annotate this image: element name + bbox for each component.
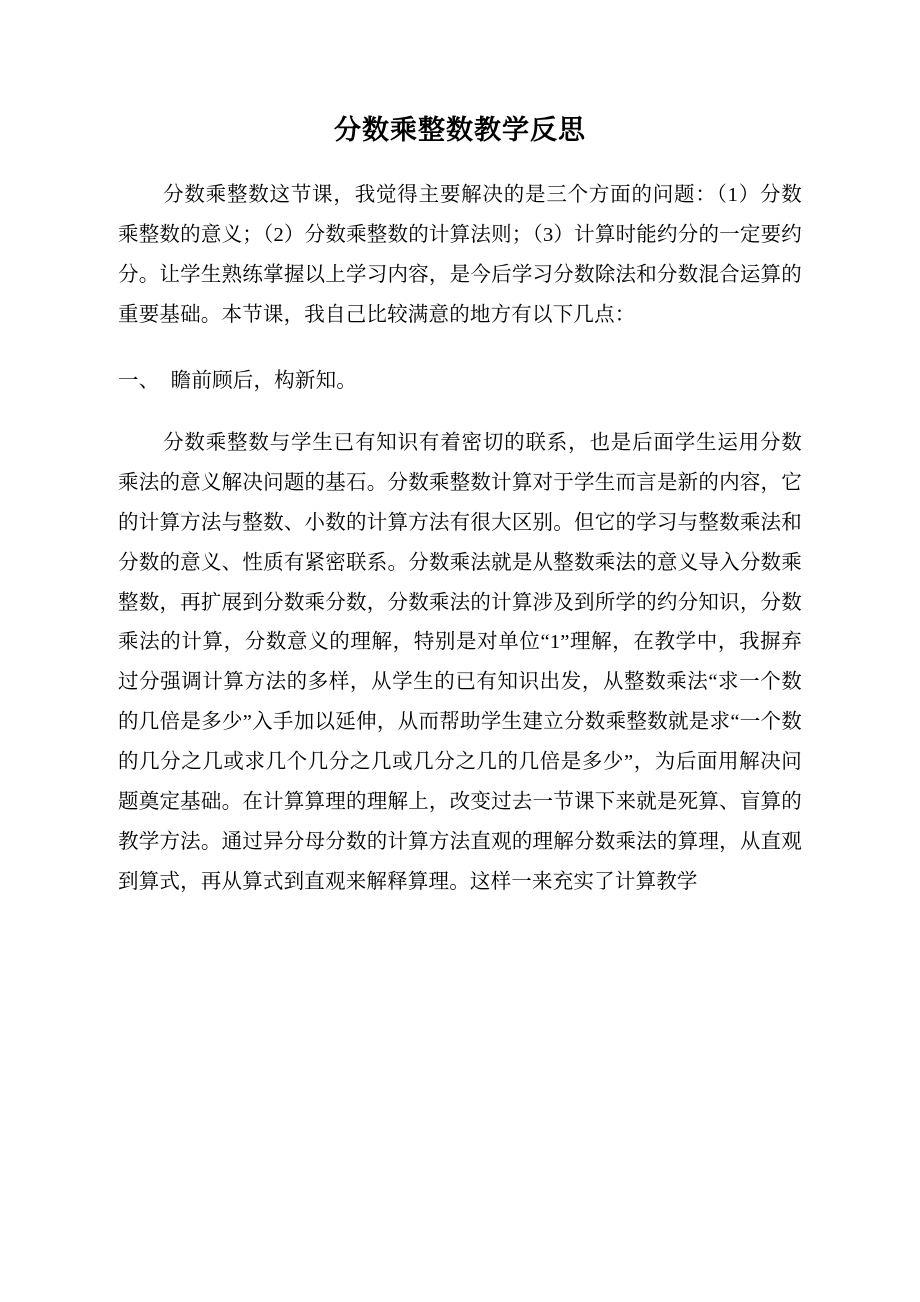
paragraph-intro: 分数乘整数这节课，我觉得主要解决的是三个方面的问题：（1）分数乘整数的意义；（2）分数乘整数的计算法则；（3）计算时能约分的一定要约分。让学生熟练掌握以上学习内容，是今后学习分数除法和分数混合运算的重要基础。本节课，我自己比较满意的地方有以下几点： — [118, 183, 802, 326]
section-heading-number: 一、 — [118, 369, 160, 392]
page-title: 分数乘整数教学反思 — [334, 115, 586, 145]
section-heading — [118, 362, 802, 402]
paragraph-section-one-body: 分数乘整数与学生已有知识有着密切的联系，也是后面学生运用分数乘法的意义解决问题的基石。分数乘整数计算对于学生而言是新的内容，它的计算方法与整数、小数的计算方法有很大区别。但它的学习与整数乘法和分数的意义、性质有紧密联系。分数乘法就是从整数乘法的意义导入分数乘整数，再扩展到分数乘分数，分数乘法的计算涉及到所学的约分知识，分数乘法的计算，分数意义的理解，特别是对单位“1”理解，在教学中，我摒弃过分强调计算方法的多样，从学生的已有知识出发，从整数乘法“求一个数的几倍是多少”入手加以延伸，从而帮助学生建立分数乘整数就是求“一个数的几分之几或求几个几分之几或几分之几的几倍是多少”，为后面用解决问题奠定基础。在计算算理的理解上，改变过去一节课下来就是死算、盲算的教学方法。通过异分母分数的计算方法直观的理解分数乘法的算理，从直观到算式，再从算式到直观来解释算理。这样一来充实了计算教学 — [118, 431, 802, 894]
section-heading-text: 瞻前顾后，构新知。 — [170, 369, 357, 392]
